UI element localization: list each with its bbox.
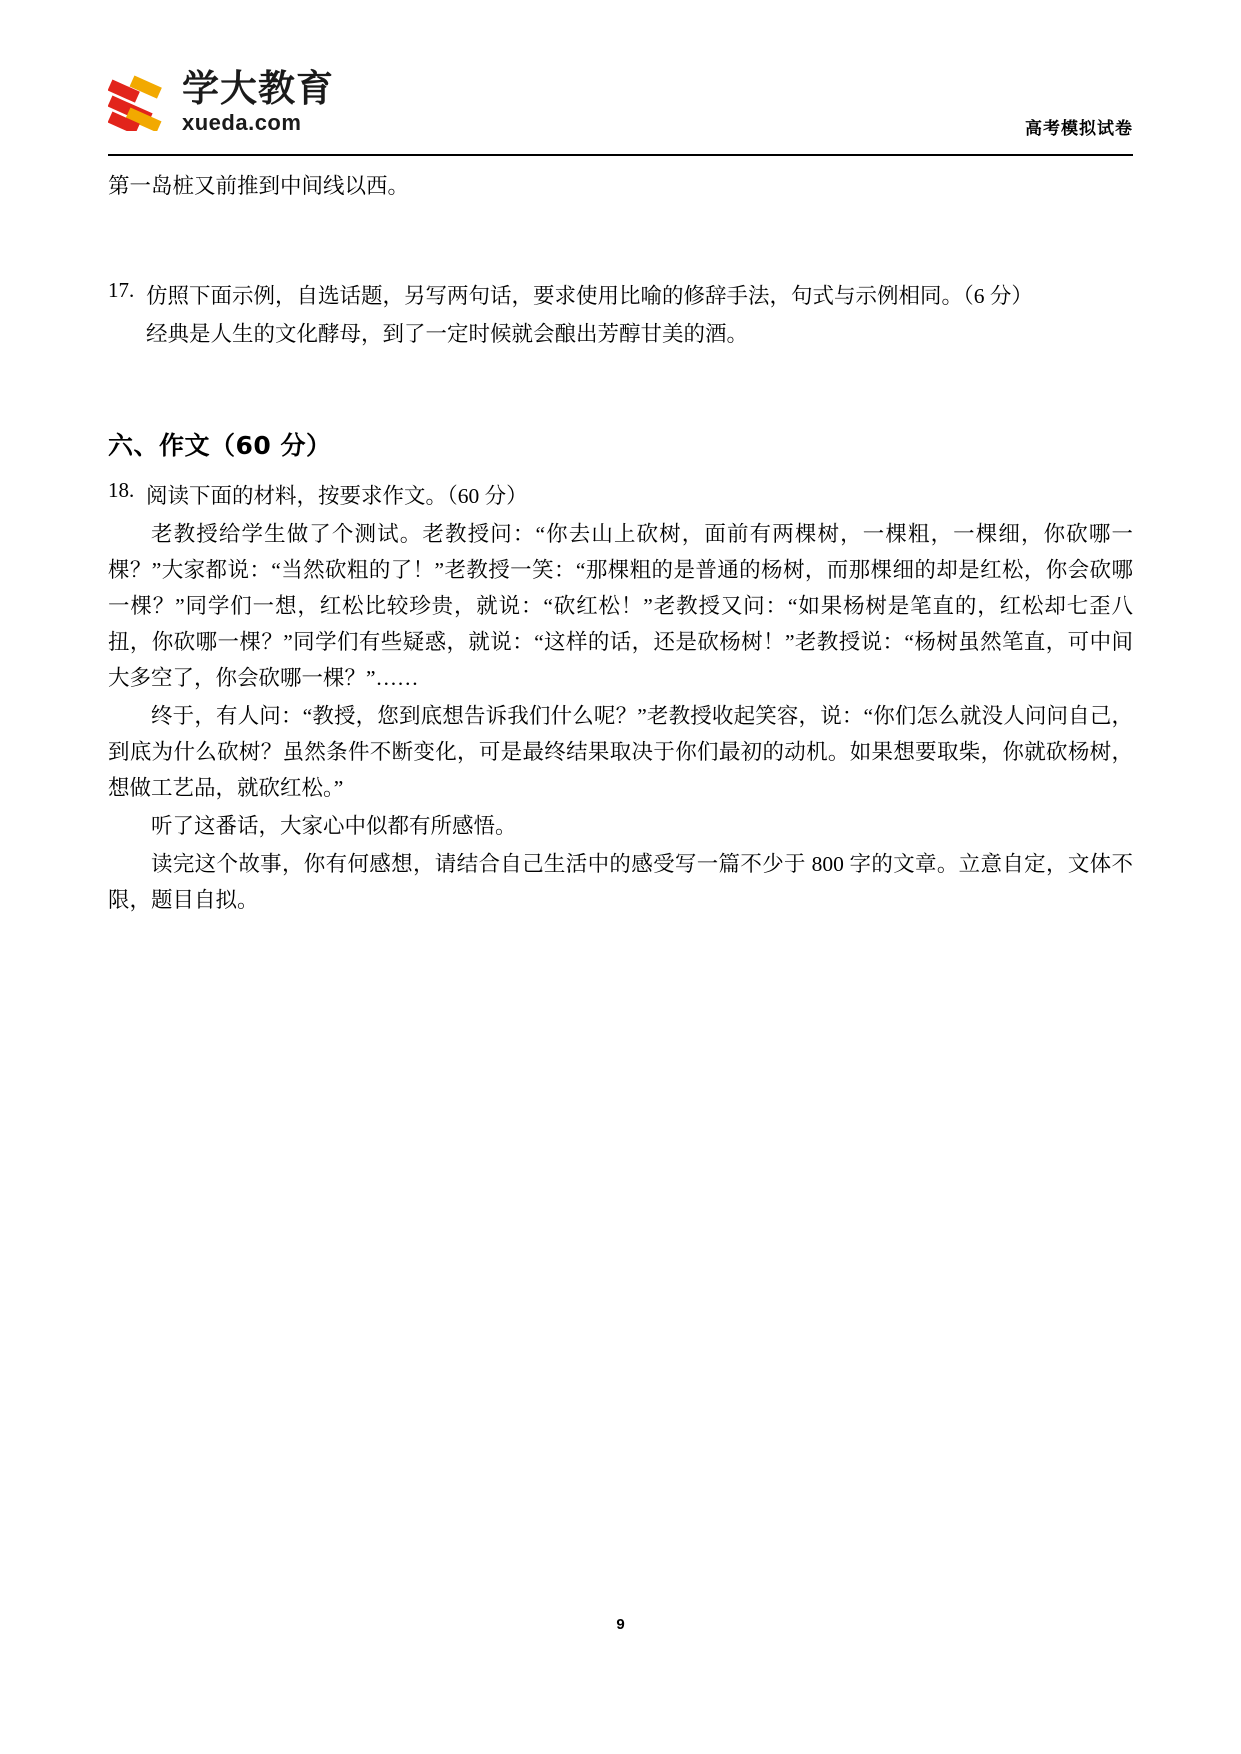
carryover-line: 第一岛桩又前推到中间线以西。 — [108, 174, 410, 198]
document-label: 高考模拟试卷 — [1025, 119, 1133, 139]
page-number: 9 — [616, 1616, 625, 1633]
question-18-prompt: 阅读下面的材料，按要求作文。（60 分） — [146, 484, 528, 508]
section-heading-essay: 六、作文（60 分） — [108, 431, 332, 460]
question-18-paragraph-4: 读完这个故事，你有何感想，请结合自己生活中的感受写一篇不少于 800 字的文章。立意自定，文体不限，题目自拟。 — [108, 852, 1133, 912]
page-header — [108, 67, 1133, 154]
brand-name-cn: 学大教育 — [182, 67, 334, 110]
question-18-paragraph-3: 听了这番话，大家心中似都有所感悟。 — [151, 814, 517, 838]
question-17-example: 经典是人生的文化酵母，到了一定时候就会酿出芳醇甘美的酒。 — [146, 322, 749, 346]
question-18-number: 18. — [108, 478, 135, 502]
brand-logo-text — [182, 67, 334, 135]
question-18-paragraph-2: 终于，有人问：“教授，您到底想告诉我们什么呢？”老教授收起笑容，说：“你们怎么就没人问问自己，到底为什么砍树？虽然条件不断变化，可是最终结果取决于你们最初的动机。如果想要取柴，你就砍杨树，想做工艺品，就砍红松。” — [108, 704, 1133, 800]
brand-logo — [108, 67, 334, 135]
question-18-paragraph-1: 老教授给学生做了个测试。老教授问：“你去山上砍树，面前有两棵树，一棵粗，一棵细，你砍哪一棵？”大家都说：“当然砍粗的了！”老教授一笑：“那棵粗的是普通的杨树，而那棵细的却是红松，你会砍哪一棵？”同学们一想，红松比较珍贵，就说：“砍红松！”老教授又问：“如果杨树是笔直的，红松却七歪八扭，你砍哪一棵？”同学们有些疑惑，就说：“这样的话，还是砍杨树！”老教授说：“杨树虽然笔直，可中间大多空了，你会砍哪一棵？”…… — [108, 522, 1133, 690]
question-17 — [108, 278, 1133, 352]
header-divider — [108, 154, 1133, 156]
question-17-number: 17. — [108, 278, 135, 302]
question-18-header — [108, 478, 1133, 514]
xueda-logo-icon — [108, 73, 172, 131]
brand-name-en: xueda.com — [182, 109, 302, 135]
document-body — [108, 160, 1133, 918]
question-17-prompt: 仿照下面示例，自选话题，另写两句话，要求使用比喻的修辞手法，句式与示例相同。（6 分） — [146, 284, 1033, 308]
